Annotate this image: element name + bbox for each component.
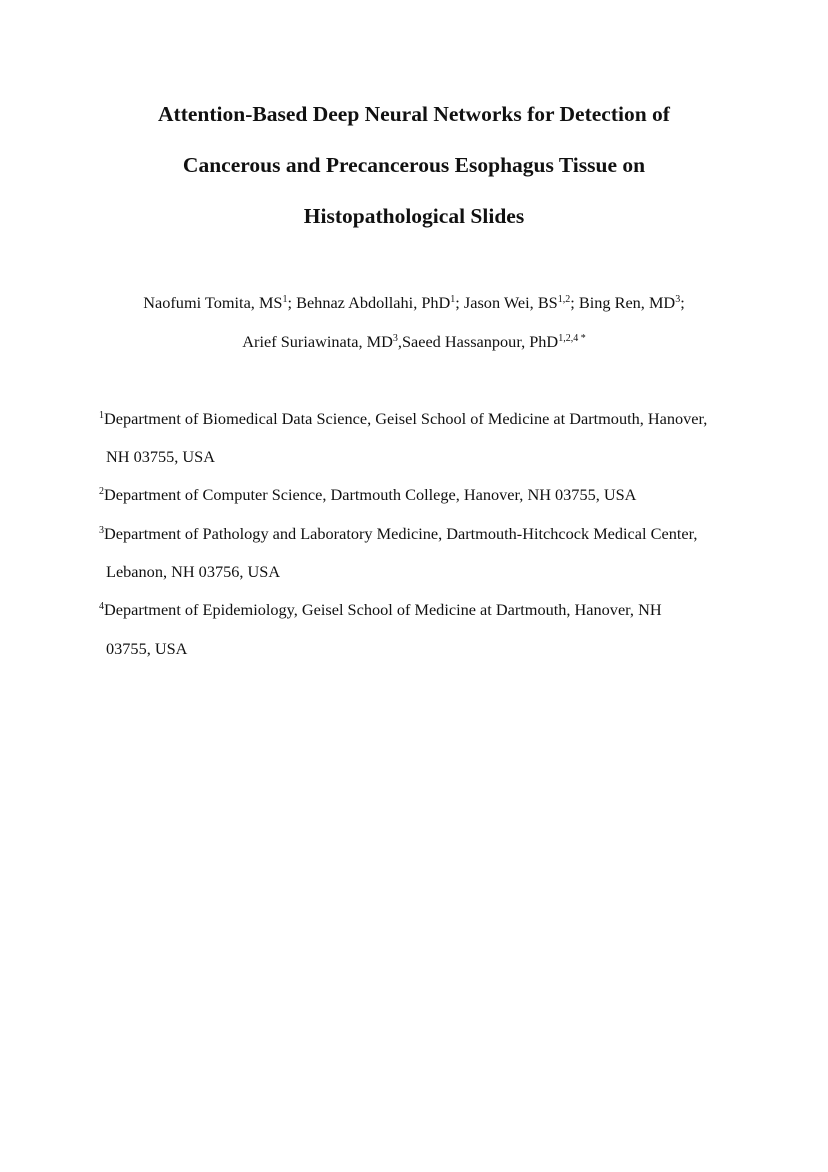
affiliation-4-continuation: 03755, USA xyxy=(106,639,188,658)
affiliation-number: 2 xyxy=(99,486,104,497)
author-affiliation-marker: 1 xyxy=(450,294,456,305)
affiliation-4 xyxy=(99,600,662,623)
author-name: Jason Wei, BS xyxy=(463,293,558,312)
author-name: Behnaz Abdollahi, PhD xyxy=(296,293,451,312)
author-separator: ; xyxy=(570,293,579,312)
author-affiliation-marker: 3 xyxy=(392,333,398,344)
author-line-1 xyxy=(0,293,828,316)
title-line-3: Histopathological Slides xyxy=(303,204,525,228)
author-separator: ; xyxy=(680,293,685,312)
affiliation-1 xyxy=(99,409,707,432)
affiliation-text: Department of Epidemiology, Geisel School of Medicine at Dartmouth, Hanover, NH xyxy=(104,600,662,619)
author-separator: ; xyxy=(287,293,297,312)
author-affiliation-marker: 1,2 xyxy=(557,294,571,305)
affiliation-3 xyxy=(99,524,697,547)
author-name: Saeed Hassanpour, PhD xyxy=(401,332,559,351)
affiliation-2 xyxy=(99,485,636,508)
affiliation-number: 4 xyxy=(99,601,104,612)
author-affiliation-marker: 3 xyxy=(675,294,681,305)
author-line-2 xyxy=(0,332,828,355)
author-name: Naofumi Tomita, MS xyxy=(143,293,283,312)
affiliation-text: Department of Pathology and Laboratory Medicine, Dartmouth-Hitchcock Medical Center, xyxy=(104,524,698,543)
author-separator: , xyxy=(397,332,402,351)
author-name: Bing Ren, MD xyxy=(578,293,676,312)
author-name: Arief Suriawinata, MD xyxy=(242,332,393,351)
affiliation-number: 3 xyxy=(99,525,104,536)
affiliation-text: Department of Biomedical Data Science, Geisel School of Medicine at Dartmouth, Hanover, xyxy=(104,409,708,428)
affiliation-text: Department of Computer Science, Dartmouth College, Hanover, NH 03755, USA xyxy=(104,485,637,504)
corresponding-author-marker: 1,2,4 * xyxy=(558,333,586,344)
author-affiliation-marker: 1 xyxy=(282,294,288,305)
affiliation-1-continuation: NH 03755, USA xyxy=(106,447,216,466)
affiliation-number: 1 xyxy=(99,410,104,421)
title-line-1: Attention-Based Deep Neural Networks for Detection of xyxy=(158,102,670,126)
title-line-2: Cancerous and Precancerous Esophagus Tissue on xyxy=(182,153,646,177)
author-separator: ; xyxy=(455,293,464,312)
affiliation-3-continuation: Lebanon, NH 03756, USA xyxy=(106,562,281,581)
